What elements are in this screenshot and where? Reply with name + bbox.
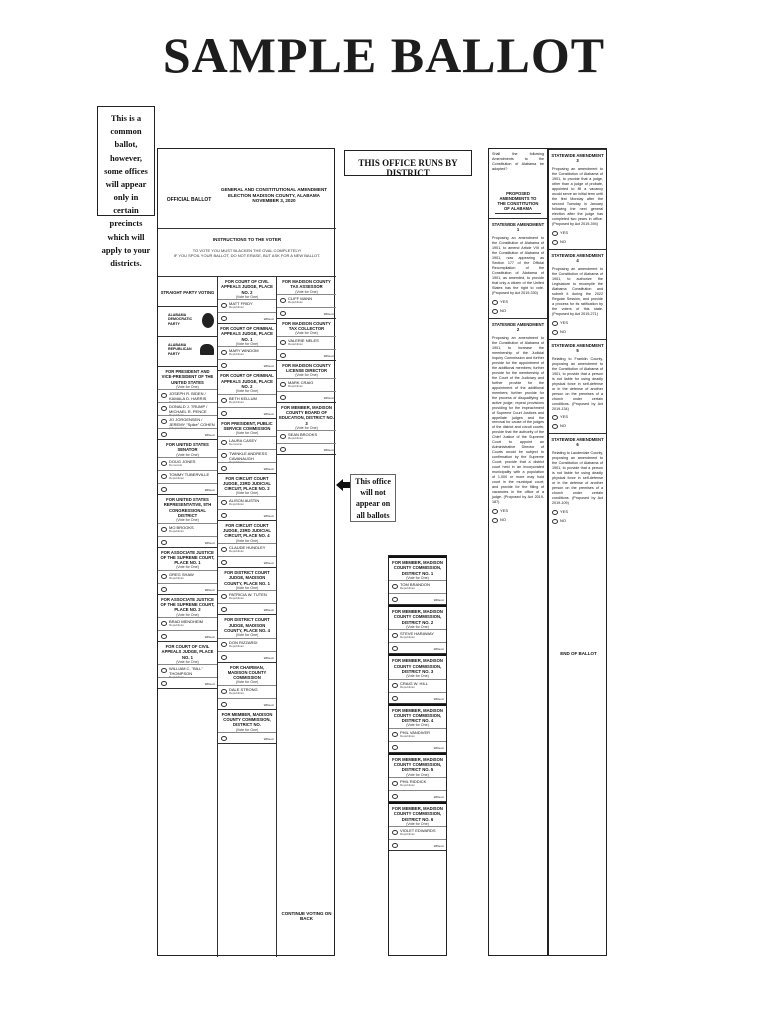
amendment-title: STATEWIDE AMENDMENT 5	[551, 342, 604, 353]
candidate-party: Republican	[229, 352, 245, 357]
candidate-party: Republican	[400, 832, 416, 837]
vote-instruction: (Vote for One)	[235, 633, 259, 638]
write-in-option[interactable]: Write-in	[389, 642, 446, 653]
candidate-name: DOUG JONES	[169, 459, 196, 465]
candidate-option[interactable]	[277, 430, 336, 443]
ballot-column-1	[158, 277, 218, 957]
vote-instruction: (Vote for One)	[406, 772, 429, 777]
no-option[interactable]: NO	[489, 306, 547, 315]
candidate-party: Republican	[229, 501, 245, 506]
amendment-title: STATEWIDE AMENDMENT 2	[491, 321, 545, 332]
race-block	[218, 474, 276, 521]
race-title: FOR MADISON COUNTY TAX ASSESSOR	[282, 279, 331, 290]
candidate-option[interactable]	[158, 402, 217, 418]
race-title: FOR MEMBER, MADISON COUNTY COMMISSION, DISTRICT NO. 2	[392, 609, 443, 625]
vote-instruction: (Vote for One)	[295, 425, 318, 430]
race-title: FOR ASSOCIATE JUSTICE OF THE SUPREME COURT, PLACE NO. 1	[160, 549, 215, 566]
yes-option[interactable]: YES	[489, 297, 547, 306]
district-race	[389, 605, 446, 654]
vote-instruction: (Vote for One)	[295, 331, 318, 336]
yes-option[interactable]: YES	[549, 507, 606, 516]
race-block	[218, 419, 276, 474]
no-option[interactable]: NO	[549, 327, 606, 336]
candidate-name: CLIFF MANN	[288, 295, 312, 301]
donkey-icon	[202, 313, 214, 328]
race-title: FOR COURT OF CRIMINAL APPEALS JUDGE, PLACE NO. 1	[220, 326, 274, 342]
district-race	[389, 753, 446, 802]
candidate-name: PHIL RIDDICK	[400, 779, 427, 785]
candidate-option[interactable]	[218, 685, 276, 698]
race-title: FOR DISTRICT COURT JUDGE, MADISON COUNTY, PLACE NO. 1	[224, 570, 270, 586]
write-in-option[interactable]: Write-in	[218, 651, 276, 662]
common-ballot-note	[97, 106, 155, 268]
candidate-name: JOSEPH R. BIDEN / KAMALA D. HARRIS	[169, 391, 207, 402]
district-race	[389, 654, 446, 703]
vote-instruction: (Vote for One)	[176, 612, 199, 617]
vote-instruction: (Vote for One)	[235, 491, 259, 496]
candidate-option[interactable]	[389, 777, 446, 790]
candidate-party: Independent	[169, 426, 186, 431]
race-title: FOR MADISON COUNTY TAX COLLECTOR	[282, 320, 331, 332]
write-in-option[interactable]: Write-in	[158, 677, 217, 688]
ballot-front	[157, 148, 335, 956]
race-title: FOR MEMBER, MADISON COUNTY COMMISSION, DISTRICT NO. 6	[392, 806, 443, 822]
write-in-option[interactable]: Write-in	[218, 462, 276, 473]
race-block	[277, 319, 336, 361]
race-block	[218, 277, 276, 324]
ballot-column-3	[277, 277, 336, 957]
candidate-option[interactable]	[158, 389, 217, 405]
candidate-party: Republican	[288, 383, 304, 388]
vote-instruction: (Vote for One)	[235, 585, 259, 590]
write-in-option[interactable]: Write-in	[158, 630, 217, 641]
race-title: FOR UNITED STATES REPRESENTATIVE, 5TH CONGRESSIONAL DISTRICT	[163, 497, 212, 518]
no-option[interactable]: NO	[549, 516, 606, 525]
district-column	[388, 555, 447, 956]
amendment-title: STATEWIDE AMENDMENT 6	[551, 437, 604, 448]
write-in-option[interactable]: Write-in	[389, 790, 446, 801]
candidate-name: TOMMY TUBERVILLE	[169, 472, 210, 478]
write-in-option[interactable]: Write-in	[218, 603, 276, 614]
candidate-name: ALISON AUSTIN	[229, 497, 260, 503]
candidate-option[interactable]	[158, 664, 217, 680]
election-title: GENERAL AND CONSTITUTIONAL AMENDMENT ELECTION MADISON COUNTY, ALABAMA NOVEMBER 3, 2020	[220, 187, 328, 204]
candidate-party: Republican	[229, 305, 245, 310]
party-label: ALABAMA REPUBLICAN PARTY	[168, 343, 192, 356]
instructions	[158, 229, 336, 277]
write-in-option[interactable]: Write-in	[218, 698, 276, 709]
yes-option[interactable]: YES	[549, 318, 606, 327]
candidate-party: Republican	[169, 575, 185, 580]
amendment-block	[489, 218, 547, 318]
candidate-option[interactable]	[218, 543, 276, 556]
race-block	[218, 568, 276, 615]
write-in-option[interactable]: Write-in	[158, 428, 217, 439]
write-in-option[interactable]: Write-in	[218, 312, 276, 323]
race-block	[218, 663, 276, 710]
race-block	[158, 367, 217, 440]
vote-instruction: (Vote for One)	[235, 680, 259, 685]
candidate-party: Republican	[169, 528, 185, 533]
vote-instruction: (Vote for One)	[295, 373, 318, 378]
race-title: FOR COURT OF CIVIL APPEALS JUDGE, PLACE NO. 2	[221, 279, 273, 295]
race-block	[158, 642, 217, 689]
candidate-option[interactable]	[158, 415, 217, 431]
race-block	[277, 361, 336, 403]
race-title: FOR COURT OF CIVIL APPEALS JUDGE, PLACE NO. 1	[161, 644, 214, 660]
candidate-party: Republican	[169, 413, 185, 418]
district-race	[389, 802, 446, 851]
candidate-party: Republican	[229, 399, 245, 404]
candidate-party: Republican	[229, 690, 245, 695]
candidate-option[interactable]	[218, 299, 276, 312]
write-in-option[interactable]: Write-in	[389, 741, 446, 752]
race-title: FOR PRESIDENT, PUBLIC SERVICE COMMISSION	[221, 420, 273, 431]
amendment-title: STATEWIDE AMENDMENT 3	[551, 153, 604, 163]
party-democratic[interactable]	[158, 307, 217, 337]
candidate-party: Republican	[400, 783, 416, 788]
yes-option[interactable]: YES	[549, 228, 606, 237]
vote-instruction: (Vote for One)	[235, 538, 259, 543]
candidate-name: VIOLET EDWARDS	[400, 828, 436, 834]
candidate-option[interactable]	[218, 590, 276, 603]
vote-instruction: (Vote for One)	[176, 565, 199, 570]
write-in-option[interactable]: Write-in	[218, 556, 276, 567]
race-block	[218, 324, 276, 371]
common-ballot-note-text: This is a common ballot, however, some offices will appear only in certain precincts which will apply to your districts.	[101, 113, 151, 268]
candidate-party: Republican	[229, 643, 245, 648]
yes-option[interactable]: YES	[489, 506, 547, 515]
ballot-column-2	[218, 277, 277, 957]
candidate-party: Republican	[229, 596, 245, 601]
not-all-ballots-text: This office will not appear on all ballots	[355, 477, 391, 520]
candidate-party: Republican	[229, 459, 245, 464]
write-in-option[interactable]: Write-in	[277, 443, 336, 454]
candidate-party: Democrat	[229, 441, 243, 446]
candidate-party: Republican	[169, 623, 185, 628]
race-title: FOR PRESIDENT AND VICE-PRESIDENT OF THE UNITED STATES	[161, 369, 214, 385]
amendment-block	[549, 149, 606, 249]
district-race	[389, 704, 446, 753]
race-block	[277, 277, 336, 319]
write-in-option[interactable]: Write-in	[277, 349, 336, 360]
race-block	[218, 710, 276, 744]
race-block	[218, 521, 276, 568]
candidate-name: TOM BRANDON	[400, 582, 430, 588]
candidate-option[interactable]	[158, 570, 217, 583]
instructions-line-1: TO VOTE YOU MUST BLACKEN THE OVAL COMPLETELY!	[192, 248, 302, 253]
no-option[interactable]: NO	[549, 421, 606, 430]
write-in-option[interactable]: Write-in	[218, 359, 276, 370]
write-in-option[interactable]: Write-in	[277, 307, 336, 318]
candidate-name: WILLIAM C. "BILL" THOMPSON	[169, 666, 203, 677]
race-title: FOR CIRCUIT COURT JUDGE, 23RD JUDICIAL CIRCUIT, PLACE NO. 2	[223, 475, 271, 492]
race-title: FOR COURT OF CRIMINAL APPEALS JUDGE, PLACE NO. 2	[220, 373, 274, 389]
vote-instruction: (Vote for One)	[235, 431, 259, 436]
candidate-party: Republican	[400, 635, 416, 640]
amendment-block	[549, 433, 606, 528]
candidate-option[interactable]	[389, 728, 446, 741]
candidate-name: SEAN BROOKS	[288, 432, 318, 438]
straight-party-title: STRAIGHT PARTY VOTING	[160, 290, 215, 295]
write-in-option[interactable]: Write-in	[389, 692, 446, 703]
vote-instruction: (Vote for One)	[176, 452, 199, 457]
proposed-amendments-label: PROPOSED AMENDMENTS TO THE CONSTITUTION OF ALABAMA	[495, 189, 541, 214]
race-block	[277, 403, 336, 455]
end-of-ballot: END OF BALLOT	[560, 651, 597, 656]
amendment-title: STATEWIDE AMENDMENT 4	[551, 252, 604, 263]
candidate-party: Republican	[400, 733, 416, 738]
candidate-option[interactable]	[218, 449, 276, 462]
amendment-text: Proposing an amendment to the Constitution of Alabama of 1901, to increase the membership of the Judicial Inquiry Commission and further provide for the appointment of the additional members; further provide for the membership of the Court of the Judiciary and further provide for the appointment of the additional members; further provide for the process of disqualifying an active judge; repeal provisions providing for the impeachment of Supreme Court Justices and appellate judges and the removal for cause of the judges of the district and circuit courts; provide that the authority of the Chief Justice of the Supreme Court to appoint an Administrative Director of Courts would be subject to confirmation by the Supreme Court; provide that a district court held in an incorporated municipality with a population of 1,000 or more may hold court in the municipal court; and provide for the filling of vacancies in the office of a judge. (Proposed by Act 2019-187)	[492, 335, 544, 505]
candidate-option[interactable]	[158, 523, 217, 536]
candidate-name: STEVE HARAWAY	[400, 631, 434, 637]
race-title: FOR CIRCUIT COURT JUDGE, 23RD JUDICIAL CIRCUIT, PLACE NO. 4	[223, 522, 271, 539]
candidate-name: MARY WINDOM	[229, 348, 259, 354]
amendments-column-1	[488, 148, 548, 956]
candidate-name: DALE STRONG	[229, 686, 258, 692]
race-title: FOR UNITED STATES SENATOR	[166, 442, 209, 453]
candidate-name: DON RIZZARDI	[229, 639, 258, 645]
write-in-option[interactable]: Write-in	[218, 407, 276, 418]
candidate-name: DONALD J. TRUMP / MICHAEL R. PENCE	[169, 404, 208, 415]
candidate-option[interactable]	[158, 617, 217, 630]
race-title: FOR MADISON COUNTY LICENSE DIRECTOR	[282, 362, 331, 374]
candidate-option[interactable]	[277, 336, 336, 349]
candidate-name: PHIL VANDIVER	[400, 729, 431, 735]
race-block	[158, 548, 217, 595]
candidate-option[interactable]	[158, 470, 217, 483]
ballot-header	[158, 149, 336, 229]
write-in-option[interactable]: Write-in	[158, 536, 217, 547]
candidate-option[interactable]	[218, 436, 276, 449]
candidate-party: Republican	[400, 684, 416, 689]
candidate-name: LAURA CASEY	[229, 437, 257, 443]
elephant-icon	[200, 344, 214, 355]
vote-instruction: (Vote for One)	[235, 727, 259, 732]
candidate-option[interactable]	[277, 294, 336, 307]
amendment-text: Proposing an amendment to the Constitution of Alabama of 1901, to provide that a judge, other than a judge of probate, appointed to fill a vacancy would serve an initial term until the first Monday after the second Tuesday in January following the next general election after the judge has completed two years in office. (Proposed by Act 2019-394)	[552, 167, 603, 226]
district-race	[389, 556, 446, 605]
vote-instruction: (Vote for One)	[176, 518, 199, 523]
party-republican[interactable]	[158, 337, 217, 367]
candidate-name: BRAD MENDHEIM	[169, 619, 204, 625]
no-option[interactable]: NO	[549, 237, 606, 246]
race-title: FOR CHAIRMAN, MADISON COUNTY COMMISSION	[227, 664, 267, 681]
vote-instruction: (Vote for One)	[295, 289, 318, 294]
candidate-name: JO JORGENSEN / JEREMY "Spike" COHEN	[169, 417, 215, 428]
amendment-block	[549, 339, 606, 434]
race-block	[158, 595, 217, 642]
race-title: FOR MEMBER, MADISON COUNTY COMMISSION, DISTRICT NO. 4	[392, 707, 443, 724]
candidate-name: BETH KELLUM	[229, 395, 257, 401]
vote-instruction: (Vote for One)	[406, 674, 429, 679]
write-in-option[interactable]: Write-in	[389, 593, 446, 604]
amendment-title: STATEWIDE AMENDMENT 1	[491, 221, 545, 232]
race-title: FOR ASSOCIATE JUSTICE OF THE SUPREME COURT, PLACE NO. 2	[160, 596, 215, 613]
official-ballot-label: OFFICIAL BALLOT	[166, 197, 212, 203]
candidate-party: Republican	[169, 675, 185, 680]
candidate-name: CRAIG W. HILL	[400, 680, 429, 686]
instructions-title: INSTRUCTIONS TO THE VOTER	[212, 237, 282, 242]
amendment-text: Proposing an amendment to the Constitution of Alabama of 1901, to authorize the Legislature to recompile the Alabama Constitution and submit it during the 2022 Regular Session, and provide a process for its ratification by the voters of this state. (Proposed by Act 2019-271)	[552, 266, 603, 316]
race-block	[158, 440, 217, 495]
candidate-party: Republican	[288, 299, 304, 304]
amendment-block	[489, 318, 547, 527]
candidate-option[interactable]	[389, 826, 446, 839]
candidate-option[interactable]	[218, 496, 276, 509]
amendments-column-2	[548, 148, 607, 956]
vote-instruction: (Vote for One)	[235, 389, 259, 394]
candidate-name: PATRICIA W. TUTEN	[229, 592, 267, 598]
candidate-name: MATT FRIDY	[229, 301, 253, 307]
amendment-question: Shall the following Amendments to the Constitution of Alabama be adopted?	[492, 152, 544, 171]
vote-instruction: (Vote for One)	[235, 341, 259, 346]
candidate-option[interactable]	[389, 679, 446, 692]
district-heading: THIS OFFICE RUNS BY DISTRICT	[344, 150, 472, 176]
candidate-name: GREG SHAW	[169, 571, 194, 577]
candidate-name: MO BROOKS	[169, 524, 194, 530]
write-in-option[interactable]: Write-in	[218, 509, 276, 520]
candidate-option[interactable]	[218, 638, 276, 651]
race-block	[218, 615, 276, 662]
race-title: FOR MEMBER, MADISON COUNTY COMMISSION, DISTRICT NO. 5	[392, 756, 443, 773]
candidate-party: Republican	[400, 586, 416, 591]
race-title: FOR DISTRICT COURT JUDGE, MADISON COUNTY, PLACE NO. 4	[224, 617, 270, 633]
write-in-option[interactable]: Write-in	[389, 839, 446, 850]
candidate-party: Republican	[229, 549, 245, 554]
race-block	[218, 371, 276, 418]
race-title: FOR MEMBER, MADISON COUNTY BOARD OF EDUCATION, DISTRICT NO. 3	[279, 404, 334, 426]
candidate-option[interactable]	[158, 457, 217, 470]
amendment-text: Relating to Lauderdale County, proposing an amendment to the Constitution of Alabama of 1901, to provide that a person is not liable for using deadly physical force in self-defense or in the defense of another person on the premises of a church under certain conditions. (Proposed by Act 2019-109)	[552, 451, 603, 506]
candidate-option[interactable]	[218, 394, 276, 407]
candidate-name: VALERIE NELES	[288, 337, 319, 343]
candidate-party: Republican	[288, 436, 304, 441]
straight-party-header	[158, 277, 217, 307]
candidate-name: MARK CRAIG	[288, 379, 314, 385]
candidate-option[interactable]	[389, 629, 446, 642]
amendment-block	[549, 249, 606, 339]
vote-instruction: (Vote for One)	[406, 821, 429, 826]
vote-instruction: (Vote for One)	[176, 659, 199, 664]
vote-instruction: (Vote for One)	[406, 575, 429, 580]
candidate-name: CLAUDE HUNDLEY	[229, 545, 266, 551]
write-in-option[interactable]: Write-in	[277, 391, 336, 402]
continue-voting: CONTINUE VOTING ON BACK	[281, 911, 332, 921]
candidate-party: Republican	[288, 341, 304, 346]
write-in-option[interactable]: Write-in	[158, 583, 217, 594]
no-option[interactable]: NO	[489, 515, 547, 524]
instructions-line-2: IF YOU SPOIL YOUR BALLOT, DO NOT ERASE, BUT ASK FOR A NEW BALLOT.	[173, 253, 321, 258]
page-title: SAMPLE BALLOT	[162, 27, 606, 83]
amendment-text: Proposing an amendment to the Constitution of Alabama of 1901, to amend Article VIII of the Constitution of Alabama of 1901, now appearing as Section 177 of the Official Recompilation of the Constitution of Alabama of 1901, as amended, to provide that only a citizen of the United States has the right to vote. (Proposed by Act 2019-330)	[492, 235, 544, 295]
race-title: FOR MEMBER, MADISON COUNTY COMMISSION, DISTRICT NO. 3	[392, 658, 443, 674]
race-title: FOR MEMBER, MADISON COUNTY COMMISSION, DISTRICT NO.	[221, 711, 273, 728]
candidate-party: Democrat	[169, 463, 183, 468]
vote-instruction: (Vote for One)	[235, 294, 259, 299]
vote-instruction: (Vote for One)	[406, 723, 429, 728]
not-all-ballots-note	[350, 474, 396, 522]
vote-instruction: (Vote for One)	[406, 624, 429, 629]
candidate-name: TWINKLE ANDRESS CAVANAUGH	[229, 450, 268, 461]
candidate-option[interactable]	[389, 580, 446, 593]
yes-option[interactable]: YES	[549, 412, 606, 421]
write-in-option[interactable]: Write-in	[158, 483, 217, 494]
candidate-option[interactable]	[277, 378, 336, 391]
write-in-option[interactable]: Write-in	[218, 732, 276, 743]
candidate-party: Republican	[169, 476, 185, 481]
candidate-party: Democrat	[169, 400, 183, 405]
party-label: ALABAMA DEMOCRATIC PARTY	[168, 313, 193, 326]
race-block	[158, 495, 217, 547]
vote-instruction: (Vote for One)	[176, 384, 199, 389]
candidate-option[interactable]	[218, 346, 276, 359]
arrow-left-icon	[336, 478, 350, 490]
race-title: FOR MEMBER, MADISON COUNTY COMMISSION, DISTRICT NO. 1	[392, 560, 443, 576]
amendment-text: Relating to Franklin County, proposing an amendment to the Constitution of Alabama of 1901, to provide that a person is not liable for using deadly physical force in self-defense or in the defense of another person on the premises of a church under certain conditions. (Proposed by Act 2019-134)	[552, 356, 603, 411]
